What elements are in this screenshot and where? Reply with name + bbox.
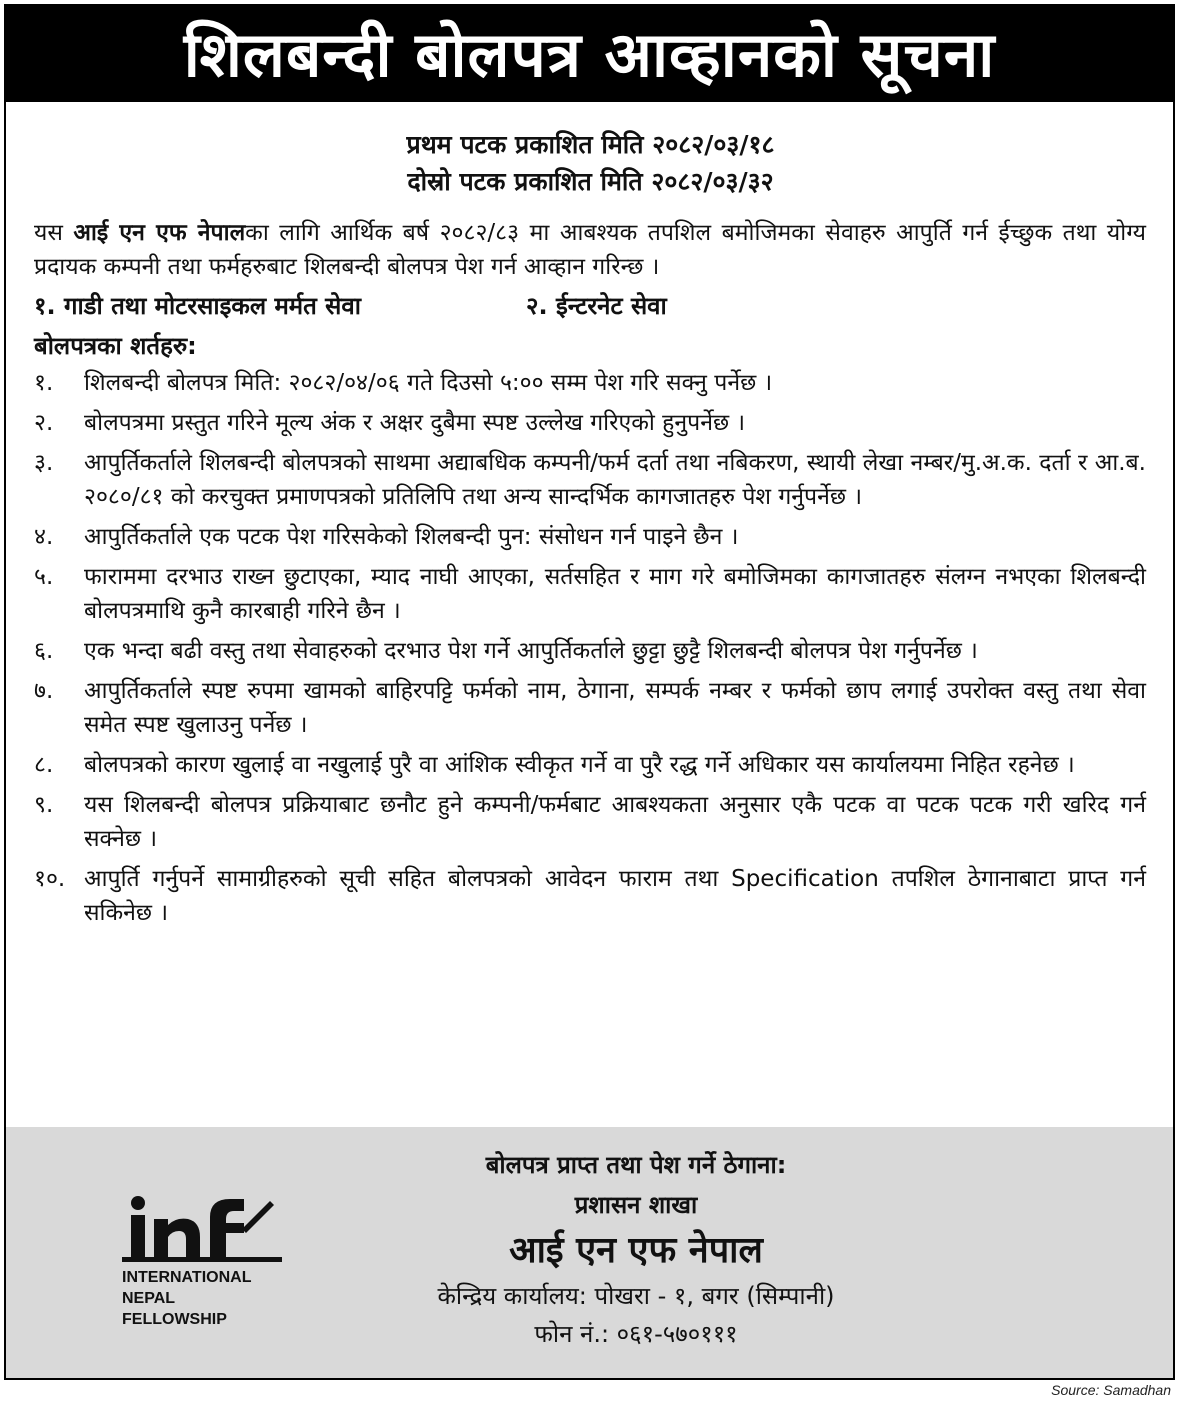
logo-line: FELLOWSHIP (122, 1311, 227, 1328)
condition-number: १. (34, 370, 54, 396)
conditions-heading: बोलपत्रका शर्तहरु: (34, 332, 197, 360)
condition-text: आपुर्तिकर्ताले एक पटक पेश गरिसकेको शिलबन्दी पुन: संसोधन गर्न पाइने छैन । (84, 524, 739, 550)
services-list (34, 286, 1146, 326)
intro-rest: का लागि आर्थिक बर्ष २०८२/८३ मा आबश्यक तपशिल बमोजिमका सेवाहरु आपुर्ति गर्न ईच्छुक तथा योग्य प्रदायक कम्पनी तथा फर्महरुबाट शिलबन्दी बोलपत्र पेश गर्न आव्हान गरिन्छ । (34, 220, 1146, 280)
condition-number: २. (34, 410, 54, 436)
condition-item (34, 634, 1146, 668)
condition-number: १०. (34, 866, 66, 892)
condition-text: एक भन्दा बढी वस्तु तथा सेवाहरुको दरभाउ पेश गर्ने आपुर्तिकर्ताले छुट्टा छुट्टै शिलबन्दी बोलपत्र पेश गर्नुपर्नेछ । (84, 638, 978, 664)
service-item: १. गाडी तथा मोटरसाइकल मर्मत सेवा (34, 292, 361, 320)
condition-number: ८. (34, 752, 54, 778)
condition-item (34, 862, 1146, 930)
second-publication-date: दोस्रो पटक प्रकाशित मिति २०८२/०३/३२ (407, 167, 774, 196)
condition-item (34, 788, 1146, 856)
condition-item (34, 674, 1146, 742)
condition-number: ६. (34, 638, 54, 664)
intro-paragraph (34, 216, 1146, 284)
condition-text: फाराममा दरभाउ राख्न छुटाएका, म्याद नाघी आएका, सर्तसहित र माग गरे बमोजिमका कागजातहरु संलग्न नभएका शिलबन्दी बोलपत्रमाथि कुनै कारबाही गरिने छैन । (84, 564, 1146, 624)
logo-text (122, 1267, 251, 1330)
service-item: २. ईन्टरनेट सेवा (526, 292, 667, 320)
condition-text: यस शिलबन्दी बोलपत्र प्रक्रियाबाट छनौट हुने कम्पनी/फर्मबाट आबश्यकता अनुसार एकै पटक वा पटक पटक गरी खरिद गर्न सक्नेछ । (84, 792, 1146, 852)
condition-number: ७. (34, 678, 54, 704)
condition-item (34, 366, 1146, 400)
condition-text: आपुर्तिकर्ताले स्पष्ट रुपमा खामको बाहिरपट्टि फर्मको नाम, ठेगाना, सम्पर्क नम्बर र फर्मको छाप लगाई उपरोक्त वस्तु तथा सेवा समेत स्पष्ट खुलाउनु पर्नेछ । (84, 678, 1146, 738)
condition-item (34, 560, 1146, 628)
condition-text: आपुर्तिकर्ताले शिलबन्दी बोलपत्रको साथमा अद्याबधिक कम्पनी/फर्म दर्ता तथा नबिकरण, स्थायी लेखा नम्बर/मु.अ.क. दर्ता र आ.ब. २०८०/८१ को करचुक्त प्रमाणपत्रको प्रतिलिपि तथा अन्य सान्दर्भिक कागजातहरु पेश गर्नुपर्नेछ । (84, 450, 1146, 510)
intro-org-name: आई एन एफ नेपाल (73, 220, 246, 246)
address-lines (266, 1145, 1006, 1353)
address-org: आई एन एफ नेपाल (509, 1230, 763, 1271)
condition-text: शिलबन्दी बोलपत्र मिति: २०८२/०४/०६ गते दिउसो ५:०० सम्म पेश गरि सक्नु पर्नेछ । (84, 370, 773, 396)
condition-number: ५. (34, 564, 54, 590)
condition-item (34, 748, 1146, 782)
logo-line: INTERNATIONAL (122, 1269, 252, 1286)
condition-item (34, 446, 1146, 514)
first-publication-date: प्रथम पटक प्रकाशित मिति २०८२/०३/१८ (406, 130, 775, 159)
condition-number: ४. (34, 524, 54, 550)
source-credit: Source: Samadhan (1051, 1382, 1171, 1398)
publication-dates (0, 126, 1181, 200)
condition-text: बोलपत्रको कारण खुलाई वा नखुलाई पुरै वा आंशिक स्वीकृत गर्ने वा पुरै रद्ध गर्ने अधिकार यस कार्यालयमा निहित रहनेछ । (84, 752, 1075, 778)
notice-title: शिलबन्दी बोलपत्र आव्हानको सूचना (4, 4, 1175, 102)
condition-item (34, 520, 1146, 554)
address-office: केन्द्रिय कार्यालय: पोखरा - १, बगर (सिम्पानी) (437, 1282, 835, 1310)
address-branch: प्रशासन शाखा (574, 1191, 698, 1219)
condition-item (34, 406, 1146, 440)
condition-text: बोलपत्रमा प्रस्तुत गरिने मूल्य अंक र अक्षर दुबैमा स्पष्ट उल्लेख गरिएको हुनुपर्नेछ । (84, 410, 746, 436)
inf-logo-mark-icon (122, 1189, 282, 1265)
condition-number: ९. (34, 792, 54, 818)
address-section (6, 1127, 1173, 1378)
logo-line: NEPAL (122, 1290, 176, 1307)
address-phone: फोन नं.: ०६१-५७०१११ (534, 1320, 738, 1348)
condition-number: ३. (34, 450, 54, 476)
address-heading: बोलपत्र प्राप्त तथा पेश गर्ने ठेगाना: (485, 1151, 787, 1179)
notice-body (34, 216, 1146, 936)
conditions-list (34, 366, 1146, 930)
intro-prefix: यस (34, 220, 74, 246)
condition-text: आपुर्ति गर्नुपर्ने सामाग्रीहरुको सूची सहित बोलपत्रको आवेदन फाराम तथा Specification तपशिल ठेगानाबाटा प्राप्त गर्न सकिनेछ । (84, 866, 1146, 926)
